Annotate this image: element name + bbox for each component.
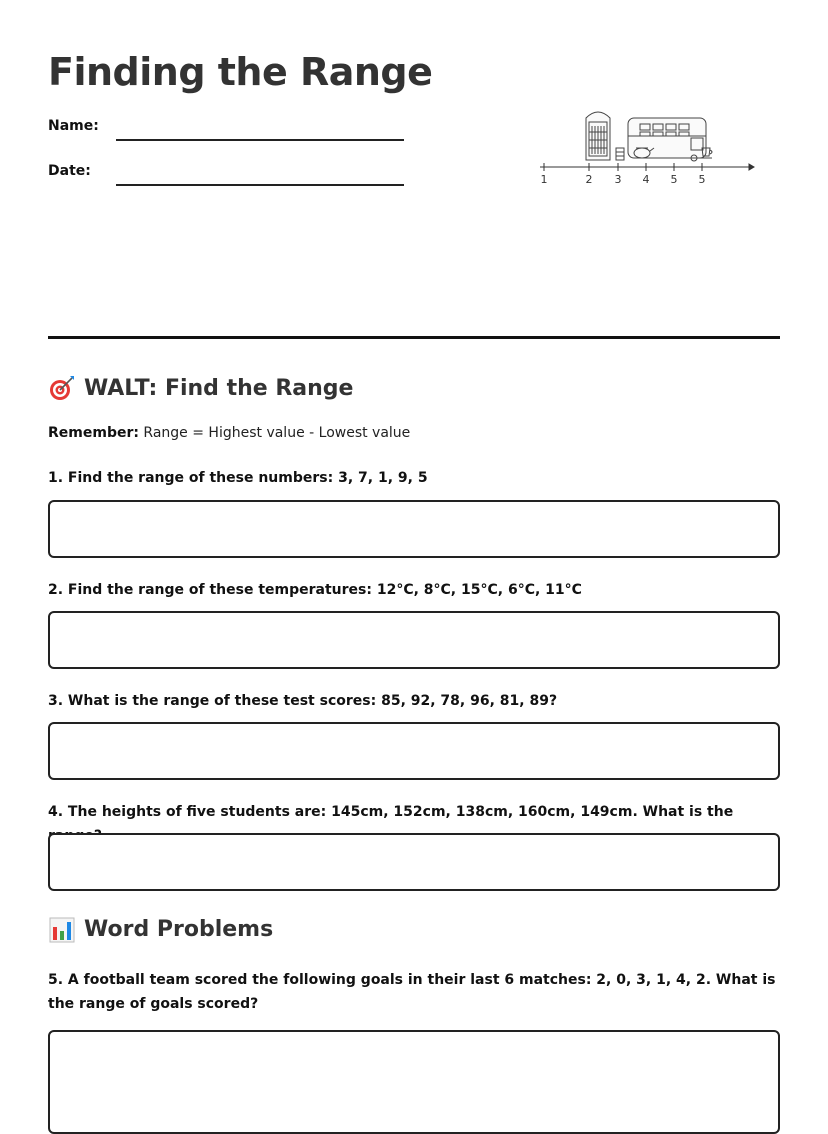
remember-label: Remember: [48, 425, 139, 441]
tick-label: 2 [585, 173, 593, 186]
number-line-illustration [536, 104, 758, 190]
date-line[interactable] [116, 184, 404, 186]
tick-label: 5 [698, 173, 706, 186]
section-word-problems [48, 915, 273, 943]
bus-icon [628, 118, 706, 161]
number-line [540, 163, 754, 171]
remember-note [48, 425, 410, 441]
bin-icon [616, 148, 624, 160]
question-4: 4. The heights of five students are: 145cm, 152cm, 138cm, 160cm, 149cm. What is the [48, 804, 734, 820]
answer-box-2[interactable] [48, 611, 780, 669]
tick-label: 1 [540, 173, 548, 186]
section-walt [48, 374, 353, 402]
name-label: Name: [48, 118, 99, 134]
remember-text: Range = Highest value - Lowest value [138, 425, 411, 441]
date-field [48, 163, 408, 189]
name-field [48, 118, 408, 144]
date-label: Date: [48, 163, 91, 179]
answer-box-4[interactable] [48, 833, 780, 891]
answer-box-3[interactable] [48, 722, 780, 780]
divider [48, 336, 780, 339]
section-heading: Word Problems [84, 916, 274, 942]
section-heading: WALT: Find the Range [84, 375, 354, 401]
question-1: 1. Find the range of these numbers: 3, 7, 1, 9, 5 [48, 470, 428, 486]
name-line[interactable] [116, 139, 404, 141]
tick-label: 4 [642, 173, 650, 186]
tick-label: 3 [614, 173, 622, 186]
answer-box-1[interactable] [48, 500, 780, 558]
question-5: 5. A football team scored the following goals in their last 6 matches: 2, 0, 3, 1, 4, 2. What is the range of goals scored? [48, 972, 776, 1012]
tick-label: 5 [670, 173, 678, 186]
bar-chart-icon [48, 915, 76, 943]
target-icon [48, 374, 76, 402]
question-2: 2. Find the range of these temperatures: 12°C, 8°C, 15°C, 6°C, 11°C [48, 582, 582, 598]
phone-box-icon [586, 112, 610, 160]
answer-box-5[interactable] [48, 1030, 780, 1134]
page-title: Finding the Range [48, 50, 433, 94]
question-3: 3. What is the range of these test scores: 85, 92, 78, 96, 81, 89? [48, 693, 558, 709]
